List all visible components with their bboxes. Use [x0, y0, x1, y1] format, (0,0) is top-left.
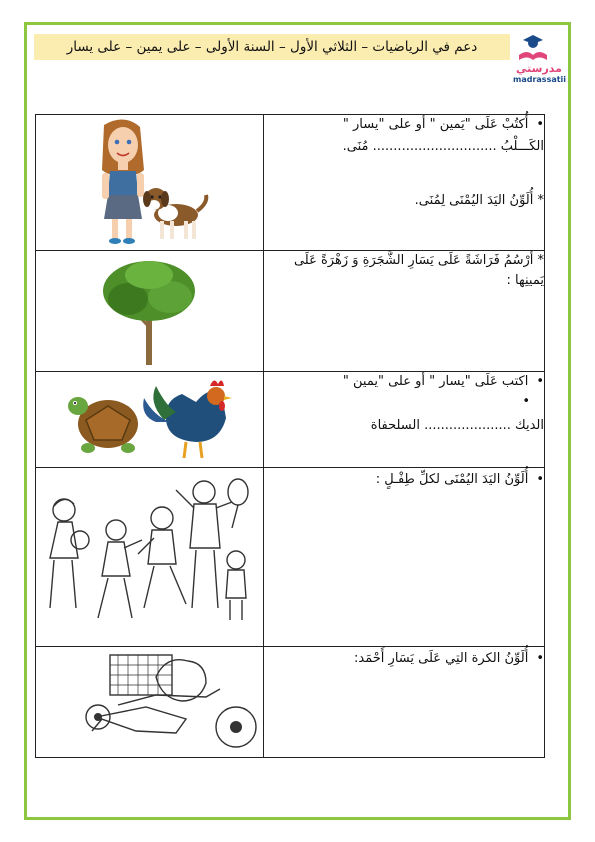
- exercise-row-3: [36, 372, 545, 468]
- girl-with-dog-illustration: [36, 115, 263, 250]
- exercise-text-1: [264, 115, 545, 251]
- exercise-table: [35, 114, 545, 758]
- madrassatii-logo: [513, 33, 565, 91]
- exercise-text-5: [264, 647, 545, 758]
- exercise-row-4: [36, 468, 545, 647]
- image-cell-tree: [36, 251, 264, 372]
- exercise-text-3: • اكتب عَلَى "يسار " أو على "يمين " • الديك ..................... السلحفاة: [264, 372, 545, 468]
- exercise-text-2: [264, 251, 545, 372]
- exercise-row-5: [36, 647, 545, 758]
- boy-with-balls-illustration: [36, 647, 263, 757]
- fill-in-dog-mona[interactable]: الكَـــلْبُ .............................. مُنَى.: [342, 139, 544, 154]
- logo-latin-text: madrassatii: [513, 75, 567, 84]
- image-cell-ahmad-balls: [36, 647, 264, 758]
- instruction-draw-butterfly-flower: * أرْسُمُ فَرَاشَةً عَلَى يَسَارِ الشَّجَرَةِ وَ زَهْرَةً عَلَى: [293, 253, 544, 268]
- instruction-write-left-right: • أُكتُبْ عَلَى "يَمين " أو على "يسار ": [264, 115, 544, 135]
- children-playing-illustration: [36, 468, 263, 646]
- instruction-draw-continued: يَمينِها :: [506, 273, 544, 288]
- image-cell-girl-dog: [36, 115, 264, 251]
- instruction-write-left-right-2: • اكتب عَلَى "يسار " أو على "يمين ": [264, 372, 544, 392]
- logo-graduate-icon: [513, 33, 553, 63]
- logo-arabic-text: مدرستي: [516, 62, 562, 75]
- exercise-row-1: [36, 115, 545, 251]
- instruction-color-ball-left-ahmad: • أُلَوِّنُ الكرة التِي عَلَى يَسَارِ أَحْمَد:: [264, 649, 544, 669]
- instruction-color-each-child: • أُلَوِّنُ اليَدَ اليُمْنَى لكلِّ طِفْـلٍ :: [264, 470, 544, 490]
- exercise-text-4: [264, 468, 545, 647]
- fill-in-rooster-turtle[interactable]: الديك ..................... السلحفاة: [370, 418, 544, 433]
- image-cell-children: [36, 468, 264, 647]
- worksheet-title: دعم في الرياضيات – الثلاثي الأول – السنة الأولى – على يمين – على يسار: [34, 34, 510, 60]
- turtle-and-rooster-illustration: [36, 372, 263, 467]
- image-cell-turtle-rooster: [36, 372, 264, 468]
- exercise-row-2: [36, 251, 545, 372]
- tree-illustration: [36, 251, 263, 371]
- instruction-color-right-hand: * أُلَوِّنُ اليَدَ اليُمْنَى لِمُنَى.: [414, 193, 544, 208]
